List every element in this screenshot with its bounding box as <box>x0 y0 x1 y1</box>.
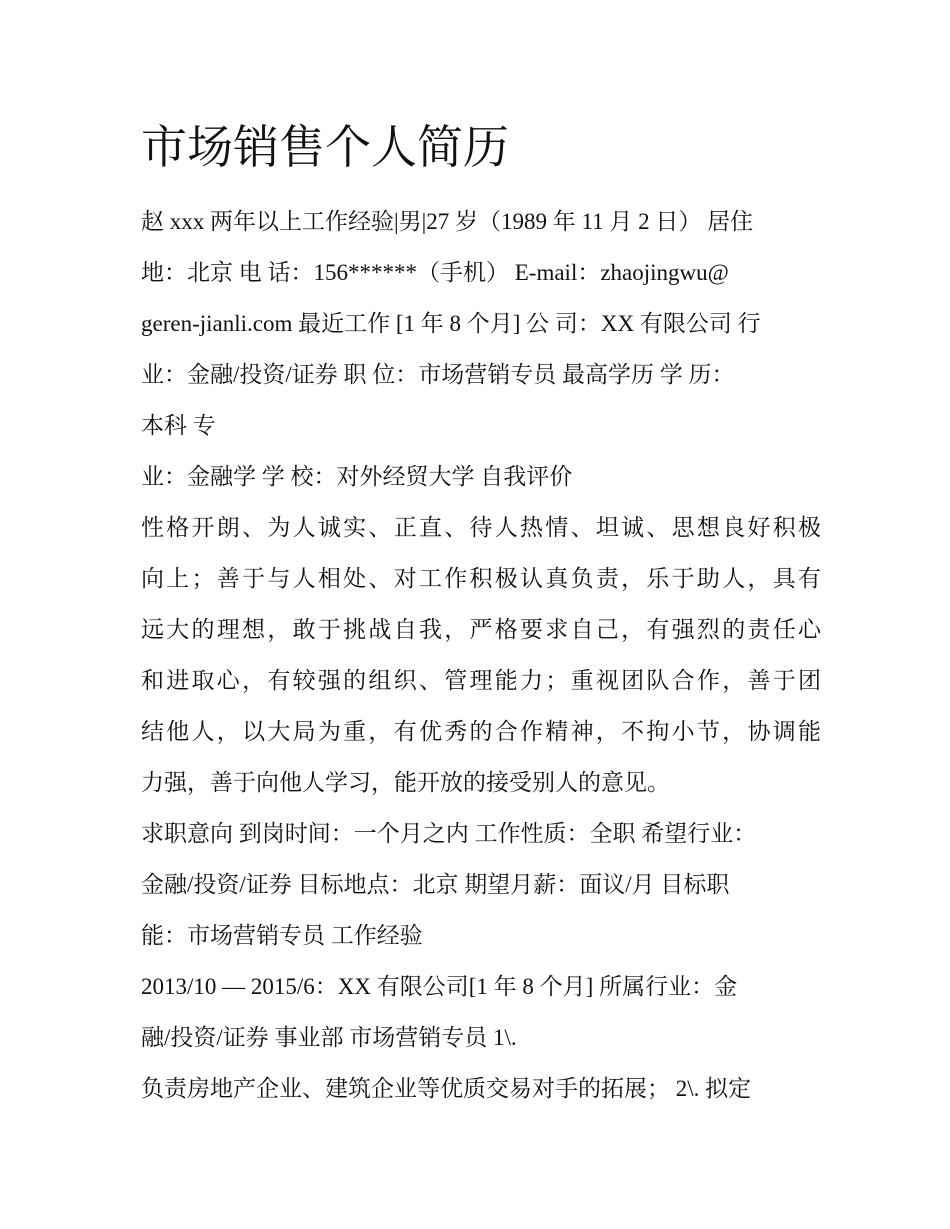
text-line: 业：金融学 学 校：对外经贸大学 自我评价 <box>141 464 573 489</box>
page-title: 市场销售个人简历 <box>141 120 509 174</box>
text-line: 赵 xxx 两年以上工作经验|男|27 岁（1989 年 11 月 2 日） 居住 <box>141 209 754 234</box>
text-line: 远大的理想，敢于挑战自我，严格要求自己，有强烈的责任心 <box>141 617 821 642</box>
text-line: geren-jianli.com 最近工作 [1 年 8 个月] 公 司：XX 有限公司 行 <box>141 311 761 336</box>
text-line: 负责房地产企业、建筑企业等优质交易对手的拓展； 2\. 拟定 <box>141 1076 752 1101</box>
text-line: 地：北京 电 话：156******（手机） E-mail：zhaojingwu@ <box>141 260 729 285</box>
text-line: 向上；善于与人相处、对工作积极认真负责，乐于助人，具有 <box>141 566 821 591</box>
text-line: 业：金融/投资/证券 职 位：市场营销专员 最高学历 学 历： <box>141 362 735 387</box>
text-line: 金融/投资/证券 目标地点：北京 期望月薪：面议/月 目标职 <box>141 872 730 897</box>
text-line: 求职意向 到岗时间：一个月之内 工作性质：全职 希望行业： <box>141 821 757 846</box>
text-line: 和进取心，有较强的组织、管理能力；重视团队合作，善于团 <box>141 668 821 693</box>
text-line: 力强，善于向他人学习，能开放的接受别人的意见。 <box>141 770 670 795</box>
text-line: 融/投资/证券 事业部 市场营销专员 1\. <box>141 1025 517 1050</box>
resume-body <box>141 196 821 1114</box>
text-line: 能：市场营销专员 工作经验 <box>141 923 423 948</box>
text-line: 性格开朗、为人诚实、正直、待人热情、坦诚、思想良好积极 <box>141 515 821 540</box>
text-line: 结他人，以大局为重，有优秀的合作精神，不拘小节，协调能 <box>141 719 821 744</box>
text-line: 本科 专 <box>141 413 216 438</box>
text-line: 2013/10 — 2015/6：XX 有限公司[1 年 8 个月] 所属行业：金 <box>141 974 738 999</box>
